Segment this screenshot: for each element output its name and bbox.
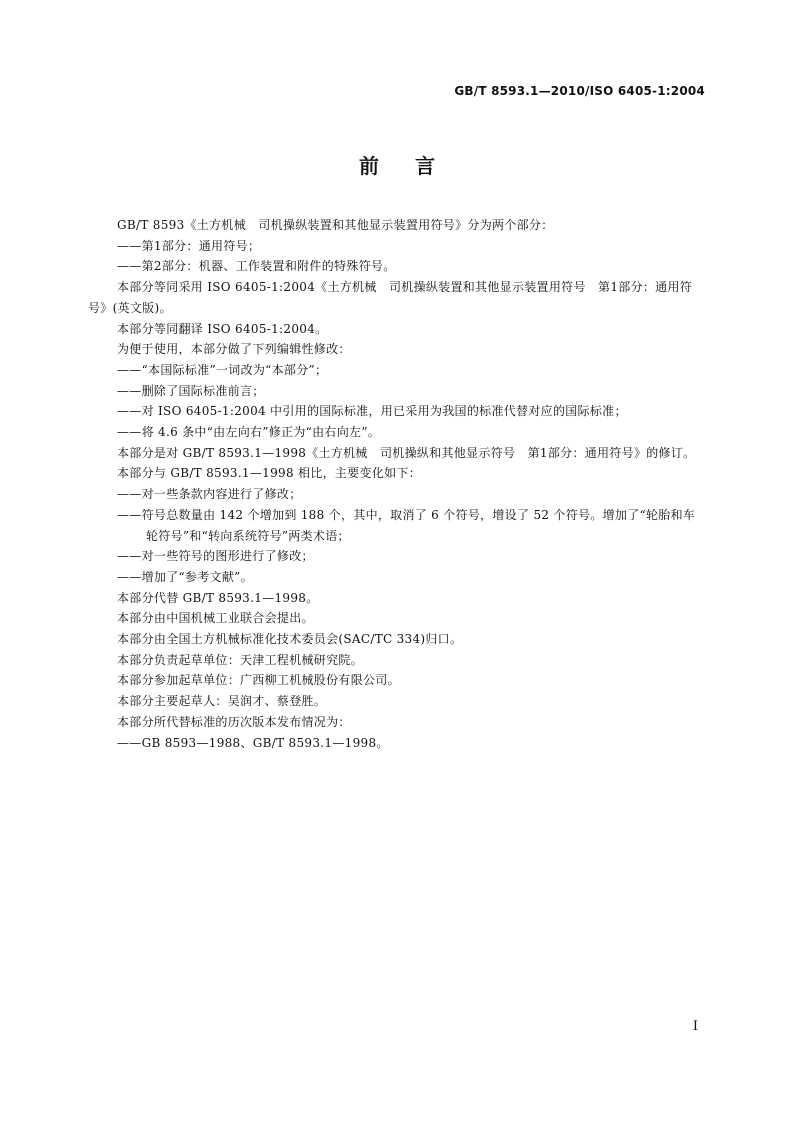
editorial-change-item: ——“本国际标准”一词改为“本部分”； <box>117 362 328 377</box>
drafting-unit-paragraph: 本部分负责起草单位：天津工程机械研究院。 <box>117 652 364 667</box>
revision-paragraph: 本部分是对 GB/T 8593.1—1998《土方机械 司机操纵和其他显示符号 第1部分：通用符号》的修订。 <box>117 445 696 460</box>
editorial-change-item: ——删除了国际标准前言； <box>117 383 265 398</box>
part-list-item: ——第1部分：通用符号； <box>117 238 261 253</box>
standard-number-header: GB/T 8593.1—2010/ISO 6405-1:2004 <box>454 84 705 98</box>
adoption-paragraph: 本部分等同采用 ISO 6405-1:2004《土方机械 司机操纵装置和其他显示装置用符号 第1部分：通用符号》(英文版)。 <box>88 280 693 315</box>
editorial-changes-intro: 为便于使用，本部分做了下列编辑性修改： <box>117 342 351 357</box>
main-changes-intro: 本部分与 GB/T 8593.1—1998 相比，主要变化如下： <box>117 466 422 481</box>
participating-unit-paragraph: 本部分参加起草单位：广西柳工机械股份有限公司。 <box>117 673 400 688</box>
replaces-paragraph: 本部分代替 GB/T 8593.1—1998。 <box>117 590 319 605</box>
main-change-item: ——增加了“参考文献”。 <box>117 569 253 584</box>
part-list-item: ——第2部分：机器、工作装置和附件的特殊符号。 <box>117 259 396 274</box>
drafters-paragraph: 本部分主要起草人：吴润才、蔡登胜。 <box>117 694 327 709</box>
page-title: 前言 <box>359 154 471 178</box>
translation-paragraph: 本部分等同翻译 ISO 6405-1:2004。 <box>117 321 328 336</box>
previous-editions-intro: 本部分所代替标准的历次版本发布情况为： <box>117 714 351 729</box>
centralized-by-paragraph: 本部分由全国土方机械标准化技术委员会(SAC/TC 334)归口。 <box>117 632 463 647</box>
main-change-item: ——符号总数量由 142 个增加到 188 个，其中，取消了 6 个符号，增设了 52 个符号。增加了“轮胎和车轮符号”和“转向系统符号”两类术语； <box>117 507 696 543</box>
editorial-change-item: ——将 4.6 条中“由左向右”修正为“由右向左”。 <box>117 425 381 440</box>
page-number: I <box>692 1019 698 1034</box>
foreword-body <box>88 215 706 753</box>
proposed-by-paragraph: 本部分由中国机械工业联合会提出。 <box>117 611 314 626</box>
previous-edition-item: ——GB 8593—1988、GB/T 8593.1—1998。 <box>117 735 389 750</box>
intro-paragraph: GB/T 8593《土方机械 司机操纵装置和其他显示装置用符号》分为两个部分： <box>117 218 554 232</box>
main-change-item: ——对一些条款内容进行了修改； <box>117 487 302 502</box>
main-change-item: ——对一些符号的图形进行了修改； <box>117 549 314 564</box>
editorial-change-item: ——对 ISO 6405-1:2004 中引用的国际标准，用已采用为我国的标准代替对应的国际标准； <box>117 404 627 419</box>
